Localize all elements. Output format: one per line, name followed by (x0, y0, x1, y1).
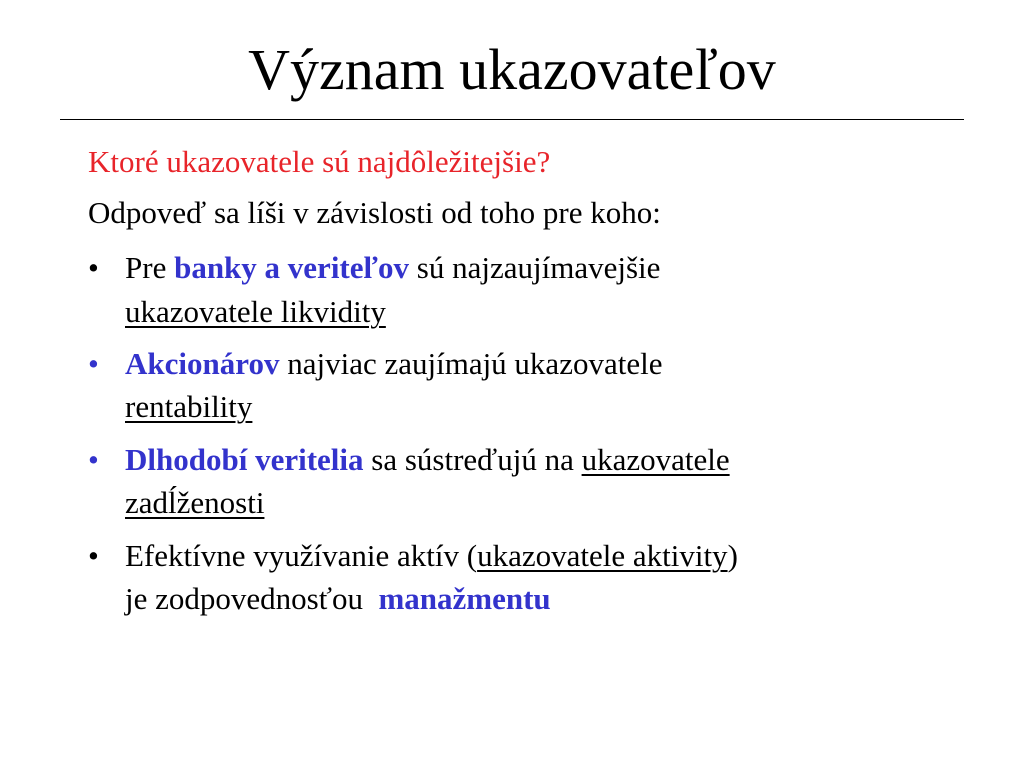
bullet-2-suffix: najviac zaujímajú ukazovatele (279, 346, 663, 381)
bullet-marker: • (88, 250, 99, 285)
bullet-2-emphasis: Akcionárov (125, 346, 280, 381)
bullet-2-line-2 (125, 386, 252, 428)
bullet-4-suffix: ) (727, 538, 738, 573)
bullet-marker: • (88, 442, 99, 477)
bullet-4-emphasis: manažmentu (378, 581, 551, 616)
bullet-3-underlined-1: ukazovatele (581, 442, 730, 477)
bullet-1-prefix: Pre (125, 250, 175, 285)
bullet-1-line-2 (125, 291, 386, 333)
bullet-3-line-2 (125, 482, 264, 524)
bullet-3-emphasis: Dlhodobí veritelia (125, 442, 364, 477)
slide-title: Význam ukazovateľov (248, 37, 776, 102)
bullet-1-line-1 (125, 247, 660, 289)
bullet-1-suffix: sú najzaujímavejšie (409, 250, 661, 285)
bullet-3-suffix: sa sústreďujú na (363, 442, 582, 477)
title-divider (60, 119, 964, 120)
bullet-4-prefix: Efektívne využívanie aktív ( (125, 538, 478, 573)
bullet-1-underlined: ukazovatele likvidity (125, 294, 386, 329)
question-text: Ktoré ukazovatele sú najdôležitejšie? (88, 144, 551, 179)
bullet-1-emphasis: banky a veriteľov (174, 250, 410, 285)
bullet-marker: • (88, 538, 99, 573)
intro-text: Odpoveď sa líši v závislosti od toho pre koho: (88, 195, 661, 230)
bullet-4-prefix-2: je zodpovednosťou (125, 581, 379, 616)
bullet-4-line-2 (125, 578, 551, 620)
bullet-marker: • (88, 346, 99, 381)
bullet-4-underlined: ukazovatele aktivity (477, 538, 728, 573)
bullet-2-line-1 (125, 343, 662, 385)
bullet-4-line-1 (125, 535, 738, 577)
bullet-3-line-1 (125, 439, 730, 481)
bullet-2-underlined: rentability (125, 389, 253, 424)
bullet-3-underlined-2: zadĺženosti (125, 485, 265, 520)
